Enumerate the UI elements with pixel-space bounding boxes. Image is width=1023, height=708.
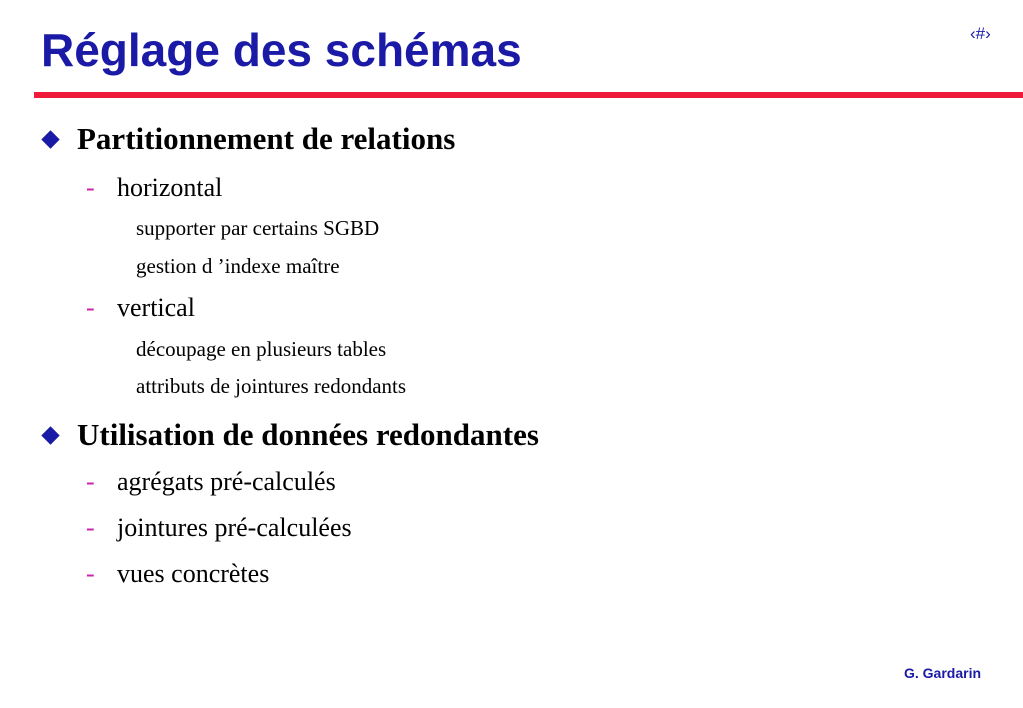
bullet-label: Partitionnement de relations (77, 121, 456, 156)
sub-bullet-label: horizontal (117, 173, 223, 202)
bullet-label: Utilisation de données redondantes (77, 417, 539, 452)
dash-bullet: - (86, 293, 95, 322)
dash-bullet: - (86, 559, 95, 588)
author-footer: G. Gardarin (904, 665, 982, 681)
sub-bullet-label: jointures pré-calculées (117, 513, 352, 542)
dash-bullet: - (86, 467, 95, 496)
sub-bullet-label: vertical (117, 293, 195, 322)
detail-item: gestion d ’indexe maître (136, 254, 340, 278)
diamond-bullet-icon (41, 130, 59, 148)
slide-number: ‹#› (970, 24, 991, 43)
detail-item: attributs de jointures redondants (136, 374, 407, 398)
detail-item: découpage en plusieurs tables (136, 337, 387, 361)
dash-bullet: - (86, 173, 95, 202)
sub-bullet-label: agrégats pré-calculés (117, 467, 336, 496)
diamond-bullet-icon (41, 426, 59, 444)
slide-title: Réglage des schémas (41, 24, 522, 76)
detail-item: supporter par certains SGBD (136, 216, 380, 240)
dash-bullet: - (86, 513, 95, 542)
sub-bullet-label: vues concrètes (117, 559, 270, 588)
